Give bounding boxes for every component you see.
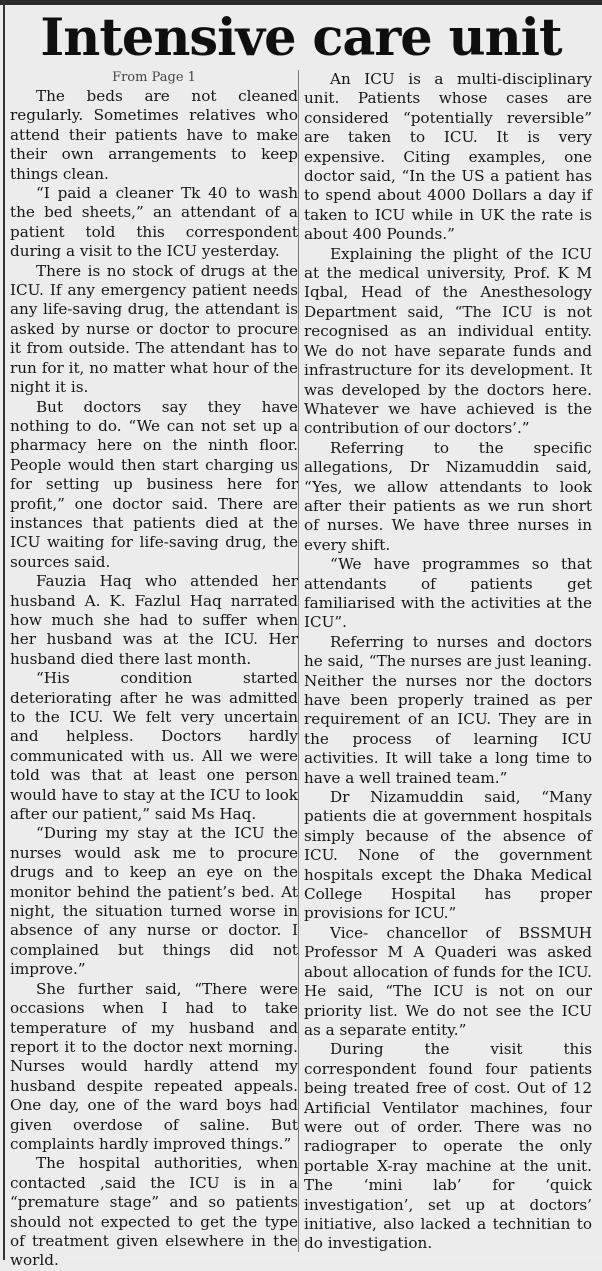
paragraph: Referring to nurses and doctors he said, “The nurses are just leaning. Neither the nurses nor the doctors have been properly trained as per requirement of an ICU. They are in the process of learning ICU activities. It will take a long time to have a well trained team.”	[304, 632, 592, 787]
paragraph: But doctors say they have nothing to do. “We can not set up a pharmacy here on the ninth floor. People would then start charging us for setting up business here for profit,” one doctor said. There are instances that patients died at the ICU waiting for life-saving drug, the sources said.	[10, 397, 298, 571]
paragraph: Dr Nizamuddin said, “Many patients die at government hospitals simply because of the absence of ICU. None of the government hospitals except the Dhaka Medical College Hospital has proper provisions for ICU.”	[304, 788, 592, 923]
paragraph: Fauzia Haq who attended her husband A. K. Fazlul Haq narrated how much she had to suffer when her husband was at the ICU. Her husband died there last month.	[10, 572, 298, 668]
paragraph: An ICU is a multi-disciplinary unit. Patients whose cases are considered “potentially reversible” are taken to ICU. It is very expensive. Citing examples, one doctor said, “In the US a patient has to spend about 4000 Dollars a day if taken to ICU while in UK the rate is about 400 Pounds.”	[304, 70, 592, 244]
left-border-rule	[3, 0, 5, 1260]
paragraph: Explaining the plight of the ICU at the medical university, Prof. K M Iqbal, Head of the Anesthesology Department said, “The ICU is not recognised as an individual entity. We do not have separate funds and infrastructure for its development. It was developed by the doctors here. Whatever we have achieved is the contribution of our doctors’.”	[304, 244, 592, 438]
paragraph: “His condition started deteriorating after he was admitted to the ICU. We felt very uncertain and helpless. Doctors hardly communicated with us. All we were told was that at least one person would have to stay at the ICU to look after our patient,” said Ms Haq.	[10, 669, 298, 824]
paragraph: Vice- chancellor of BSSMUH Professor M A Quaderi was asked about allocation of funds for the ICU. He said, “The ICU is not on our priority list. We do not see the ICU as a separate entity.”	[304, 923, 592, 1039]
paragraph: “We have programmes so that attendants of patients get familiarised with the activities at the ICU”.	[304, 555, 592, 632]
paragraph: The hospital authorities, when contacted ,said the ICU is in a “premature stage” and so patients should not expected to get the type of treatment given elsewhere in the world.	[10, 1154, 298, 1270]
paragraph: Referring to the specific allegations, Dr Nizamuddin said, “Yes, we allow attendants to look after their patients as we run short of nurses. We have three nurses in every shift.	[304, 438, 592, 554]
top-border-rule	[0, 0, 602, 5]
paragraph: “During my stay at the ICU the nurses would ask me to procure drugs and to keep an eye on the monitor behind the patient’s bed. At night, the situation turned worse in absence of any nurse or doctor. I complained but things did not improve.”	[10, 824, 298, 979]
paragraph: She further said, “There were occasions when I had to take temperature of my husband and report it to the doctor next morning. Nurses would hardly attend my husband despite repeated appeals. One day, one of the ward boys had given overdose of saline. But complaints hardly improved things.”	[10, 979, 298, 1153]
left-column	[10, 70, 298, 1270]
column-divider	[298, 70, 299, 1252]
right-column	[304, 70, 592, 1253]
jump-line: From Page 1	[112, 70, 196, 85]
paragraph: There is no stock of drugs at the ICU. If any emergency patient needs any life-saving drug, the attendant is asked by nurse or doctor to procure it from outside. The attendant has to run for it, no matter what hour of the night it is.	[10, 261, 298, 397]
headline: Intensive care unit	[40, 8, 562, 68]
paragraph: “I paid a cleaner Tk 40 to wash the bed sheets,” an attendant of a patient told this correspondent during a visit to the ICU yesterday.	[10, 184, 298, 261]
paragraph: The beds are not cleaned regularly. Sometimes relatives who attend their patients have to make their own arrangements to keep things clean.	[10, 87, 298, 183]
paragraph: During the visit this correspondent found four patients being treated free of cost. Out of 12 Artificial Ventilator machines, four were out of order. There was no radiograper to operate the only portable X-ray machine at the unit. The ‘mini lab’ for ‘quick investigation’, set up at doctors’ initiative, also lacked a technitian to do investigation.	[304, 1040, 592, 1253]
